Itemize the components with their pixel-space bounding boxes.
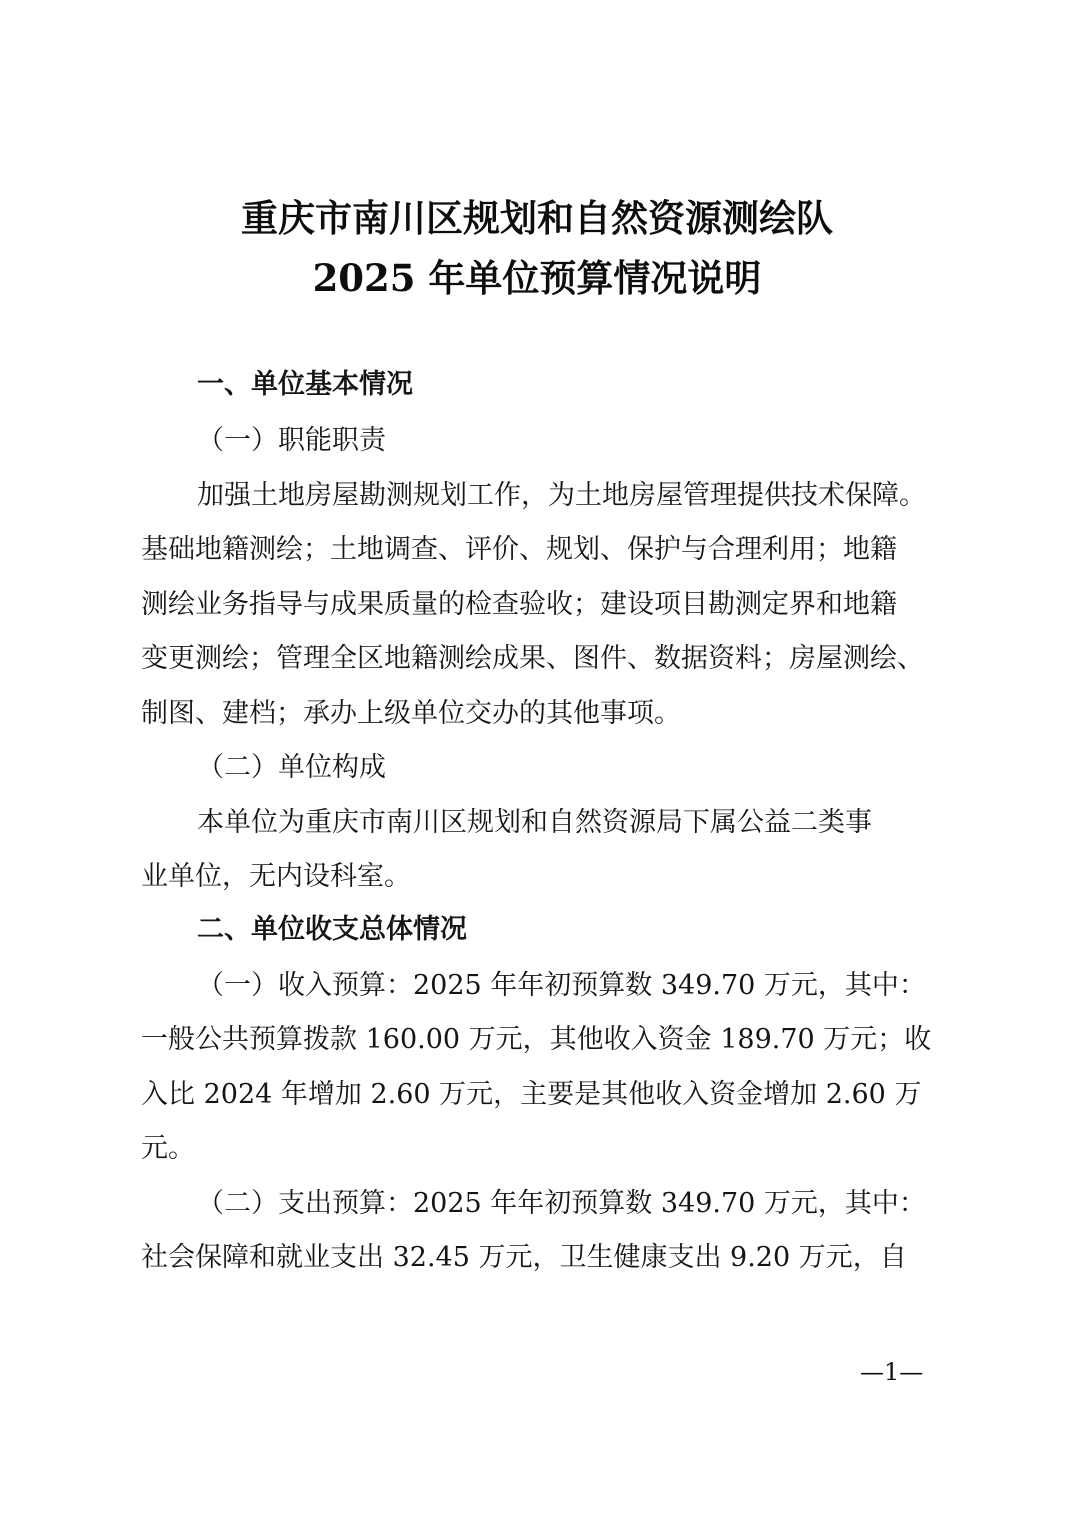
document-title-line2: 2025 年单位预算情况说明 <box>312 256 762 300</box>
subsection-heading-functions: （一）职能职责 <box>197 425 386 456</box>
paragraph-line: 加强土地房屋勘测规划工作，为土地房屋管理提供技术保障。 <box>197 480 926 511</box>
paragraph-line: 变更测绘；管理全区地籍测绘成果、图件、数据资料；房屋测绘、 <box>141 643 924 674</box>
subsection-heading-composition: （二）单位构成 <box>197 752 386 783</box>
document-title-line1: 重庆市南川区规划和自然资源测绘队 <box>241 196 833 240</box>
paragraph-line: 测绘业务指导与成果质量的检查验收；建设项目勘测定界和地籍 <box>141 589 897 620</box>
paragraph-line: 社会保障和就业支出 32.45 万元，卫生健康支出 9.20 万元，自 <box>141 1242 907 1273</box>
paragraph-line: 基础地籍测绘；土地调查、评价、规划、保护与合理利用；地籍 <box>141 534 897 565</box>
section-heading-basic-info: 一、单位基本情况 <box>197 369 413 400</box>
paragraph-line: 制图、建档；承办上级单位交办的其他事项。 <box>141 698 681 729</box>
paragraph-line: 入比 2024 年增加 2.60 万元，主要是其他收入资金增加 2.60 万 <box>141 1079 922 1110</box>
paragraph-line: 业单位，无内设科室。 <box>141 861 411 892</box>
section-heading-budget-overview: 二、单位收支总体情况 <box>197 914 467 945</box>
paragraph-line: 一般公共预算拨款 160.00 万元，其他收入资金 189.70 万元；收 <box>141 1024 932 1055</box>
page-number: —1— <box>860 1358 924 1386</box>
paragraph-line: 元。 <box>141 1133 195 1164</box>
paragraph-line: （二）支出预算：2025 年年初预算数 349.70 万元，其中： <box>197 1188 926 1219</box>
paragraph-line: （一）收入预算：2025 年年初预算数 349.70 万元，其中： <box>197 970 926 1001</box>
paragraph-line: 本单位为重庆市南川区规划和自然资源局下属公益二类事 <box>197 807 872 838</box>
